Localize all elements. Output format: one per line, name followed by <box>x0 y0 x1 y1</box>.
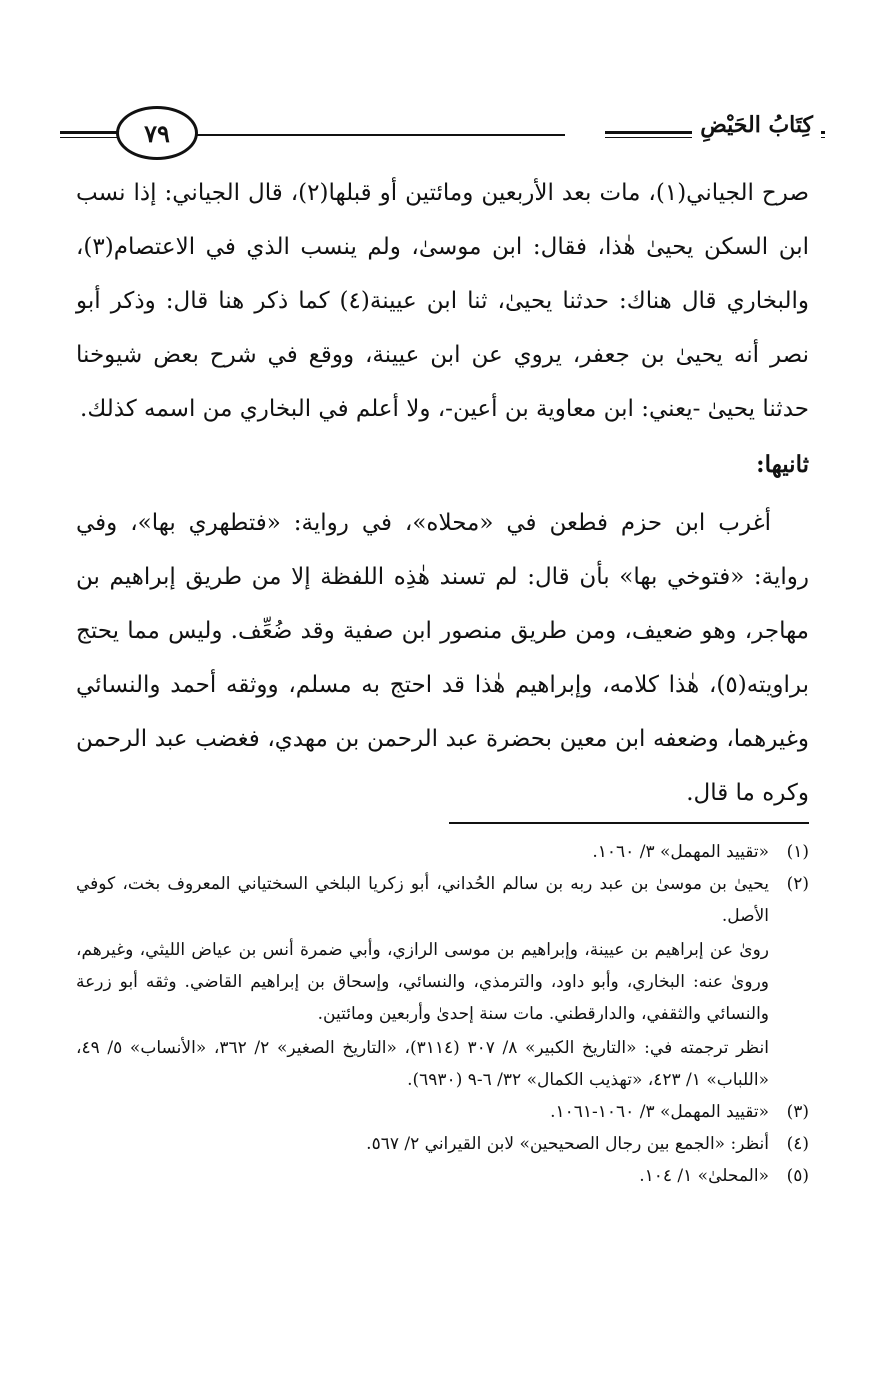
page-header <box>60 104 825 160</box>
footnote <box>76 1128 809 1160</box>
footnote-number: (٢) <box>786 874 809 894</box>
section-heading: ثانيها: <box>756 451 809 478</box>
footnote-number: (٣) <box>786 1102 809 1122</box>
footnote <box>76 1160 809 1192</box>
footnote-text: أنظر: «الجمع بين رجال الصحيحين» لابن القيراني ٢/ ٥٦٧. <box>366 1134 769 1154</box>
footnote-number: (٥) <box>786 1166 809 1186</box>
main-text <box>76 166 809 820</box>
footnote-number: (٤) <box>786 1134 809 1154</box>
footnote-text: «المحلىٰ» ١/ ١٠٤. <box>639 1166 769 1186</box>
footnote <box>76 868 809 932</box>
footnote-number: (١) <box>786 842 809 862</box>
paragraph: أغرب ابن حزم فطعن في «محلاه»، في رواية: «فتطهري بها»، وفي رواية: «فتوخي بها» بأن قال: لم تسند هٰذِه اللفظة إلا من طريق إبراهيم بن مهاجر، وهو ضعيف، ومن طريق منصور ابن صفية وقد ضُعِّف. وليس مما يحتج براويته(٥)، هٰذا كلامه، وإبراهيم هٰذا قد احتج به مسلم، ووثقه أحمد والنسائي وغيرهما، وضعفه ابن معين بحضرة عبد الرحمن بن مهدي، فغضب عبد الرحمن وكره ما قال. <box>76 510 809 806</box>
footnote-separator <box>449 822 809 824</box>
footnote-continuation: روىٰ عن إبراهيم بن عيينة، وإبراهيم بن موسى الرازي، وأبي ضمرة أنس بن عياض الليثي، وغيرهم، وروىٰ عنه: البخاري، وأبو داود، والترمذي، والنسائي، وإسحاق بن إبراهيم القاضي. وثقه أبو زرعة والنسائي والثقفي، والدارقطني. مات سنة إحدىٰ وأربعين ومائتين. <box>76 940 769 1024</box>
footnote <box>76 1096 809 1128</box>
footnote <box>76 836 809 868</box>
footnotes <box>76 836 809 1192</box>
running-title: كِتَابُ الحَيْضِ <box>692 110 821 140</box>
paragraph: صرح الجياني(١)، مات بعد الأربعين ومائتين أو قبلها(٢)، قال الجياني: إذا نسب ابن السكن يحيىٰ هٰذا، فقال: ابن موسىٰ، ولم ينسب الذي في الاعتصام(٣)، والبخاري قال هناك: حدثنا يحيىٰ، ثنا ابن عيينة(٤) كما ذكر هنا قال: وذكر أبو نصر أنه يحيىٰ بن جعفر، يروي عن ابن عيينة، ووقع في شرح بعض شيوخنا حدثنا يحيىٰ -يعني: ابن معاوية بن أعين-، ولا أعلم في البخاري من اسمه كذلك. <box>76 180 809 422</box>
footnote-text: «تقييد المهمل» ٣/ ١٠٦٠-١٠٦١. <box>550 1102 769 1122</box>
footnote-continuation: انظر ترجمته في: «التاريخ الكبير» ٨/ ٣٠٧ (٣١١٤)، «التاريخ الصغير» ٢/ ٣٦٢، «الأنساب» ٥/ ٤٩، «اللباب» ١/ ٤٢٣، «تهذيب الكمال» ٣٢/ ٦-٩ (٦٩٣٠). <box>76 1038 769 1090</box>
header-rule <box>190 134 565 136</box>
page-number: ٧٩ <box>116 106 198 160</box>
footnote-text: «تقييد المهمل» ٣/ ١٠٦٠. <box>592 842 769 862</box>
footnote-text: يحيىٰ بن موسىٰ بن عبد ربه بن سالم الحُداني، أبو زكريا البلخي السختياني المعروف بخت، كوفي الأصل. <box>76 874 769 926</box>
